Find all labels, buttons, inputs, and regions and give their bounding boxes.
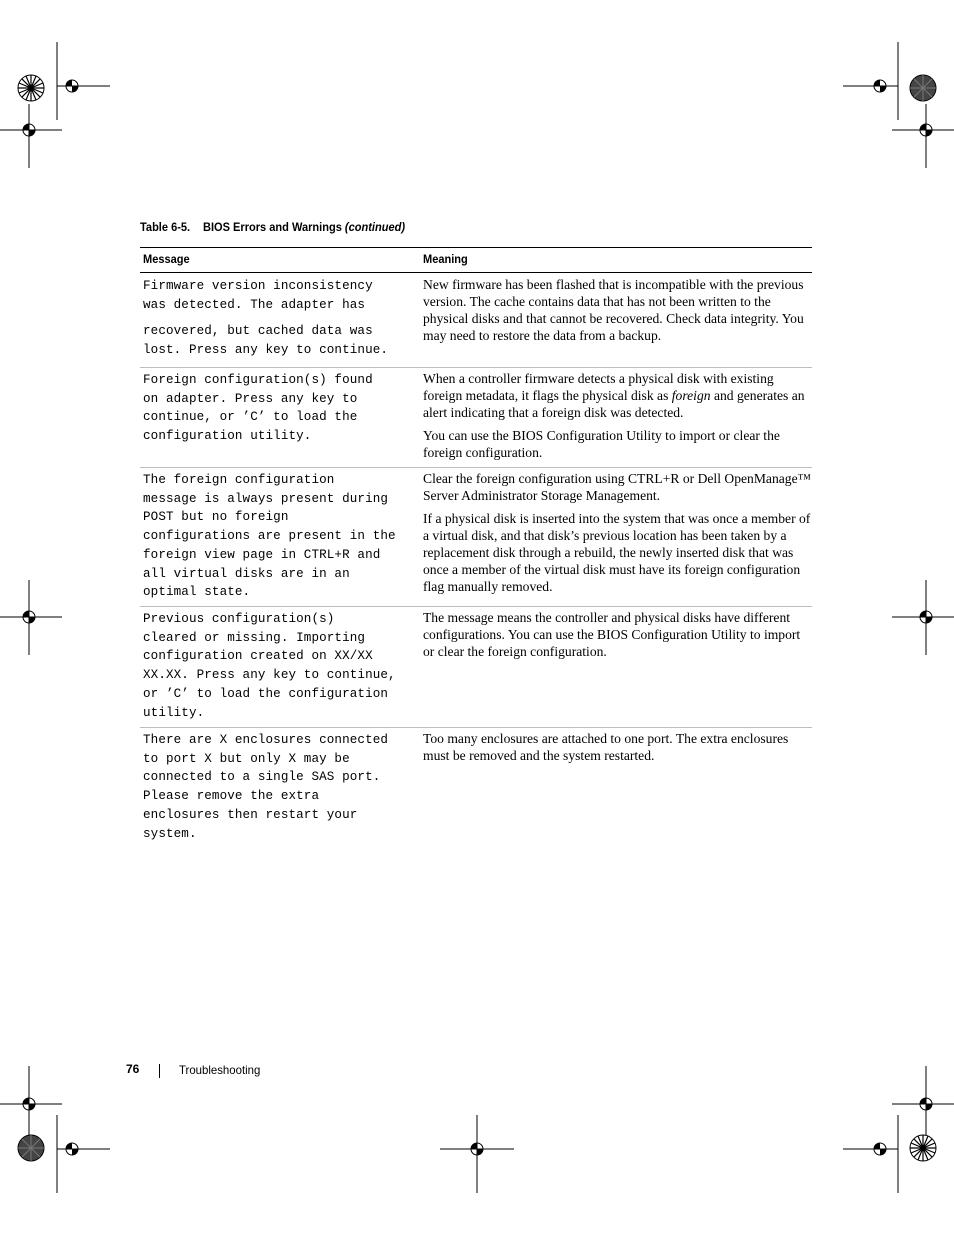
meaning-paragraph: If a physical disk is inserted into the system that was once a member of a virtual disk, and that disk’s previous location has been taken by a replacement disk through a rebuild, the newly inserted disk that was once a member of the virtual disk must have its foreign configuration flag manually removed.: [423, 511, 811, 594]
meaning-cell: [423, 276, 811, 350]
table-row: [140, 607, 812, 728]
meaning-cell: [423, 730, 811, 770]
bios-errors-table: [140, 247, 812, 848]
table-caption-title: BIOS Errors and Warnings: [202, 220, 342, 234]
column-header-meaning: Meaning: [423, 252, 468, 266]
table-caption: [140, 220, 405, 234]
meaning-paragraph: Clear the foreign configuration using CTRL+R or Dell OpenManage™ Server Administrator Storage Management.: [423, 471, 811, 503]
meaning-paragraph: [423, 370, 811, 421]
table-caption-continued: (continued): [344, 220, 406, 234]
page-number: 76: [126, 1062, 140, 1076]
meaning-paragraph: Too many enclosures are attached to one port. The extra enclosures must be removed and the system restarted.: [423, 731, 789, 763]
meaning-text: and generates an alert indicating that a foreign disk was detected.: [423, 388, 805, 420]
message-cell: Previous configuration(s) cleared or missing. Importing configuration created on XX/XX XX.XX. Press any key to continue, or ’C’ to load the configuration utility.: [143, 612, 396, 720]
message-cell: There are X enclosures connected to port X but only X may be connected to a single SAS port. Please remove the extra enclosures then restart your system.: [143, 733, 389, 841]
table-caption-label: Table 6-5.: [140, 220, 191, 234]
table-header-row: [140, 247, 812, 273]
message-cell: The foreign configuration message is always present during POST but no foreign configurations are present in the foreign view page in CTRL+R and all virtual disks are in an optimal state.: [143, 473, 396, 600]
meaning-paragraph: The message means the controller and physical disks have different configurations. You can use the BIOS Configuration Utility to import or clear the foreign configuration.: [423, 610, 801, 659]
meaning-text: When a controller firmware detects a physical disk with existing foreign metadata, it flags the physical disk as: [423, 371, 774, 403]
meaning-paragraph: New firmware has been flashed that is incompatible with the previous version. The cache contains data that has not been written to the physical disks and that cannot be recovered. Check data integrity. You may need to restore the data from a backup.: [423, 277, 804, 343]
table-row: [140, 468, 812, 607]
message-cell-continued: recovered, but cached data was lost. Press any key to continue.: [143, 324, 389, 357]
meaning-paragraph: You can use the BIOS Configuration Utility to import or clear the foreign configuration.: [423, 428, 780, 460]
meaning-cell: [423, 609, 811, 666]
table-row: [140, 368, 812, 468]
message-cell: Foreign configuration(s) found on adapter. Press any key to continue, or ’C’ to load the configuration utility.: [143, 373, 373, 444]
message-cell: Firmware version inconsistency was detected. The adapter has: [143, 279, 373, 312]
footer-divider: [159, 1064, 160, 1078]
table-row: [140, 728, 812, 848]
column-header-message: Message: [143, 252, 190, 266]
meaning-cell: [423, 470, 811, 601]
meaning-emphasis: foreign: [671, 388, 711, 403]
table-row: [140, 273, 812, 368]
footer-section-title: Troubleshooting: [179, 1063, 261, 1077]
meaning-cell: [423, 370, 811, 467]
